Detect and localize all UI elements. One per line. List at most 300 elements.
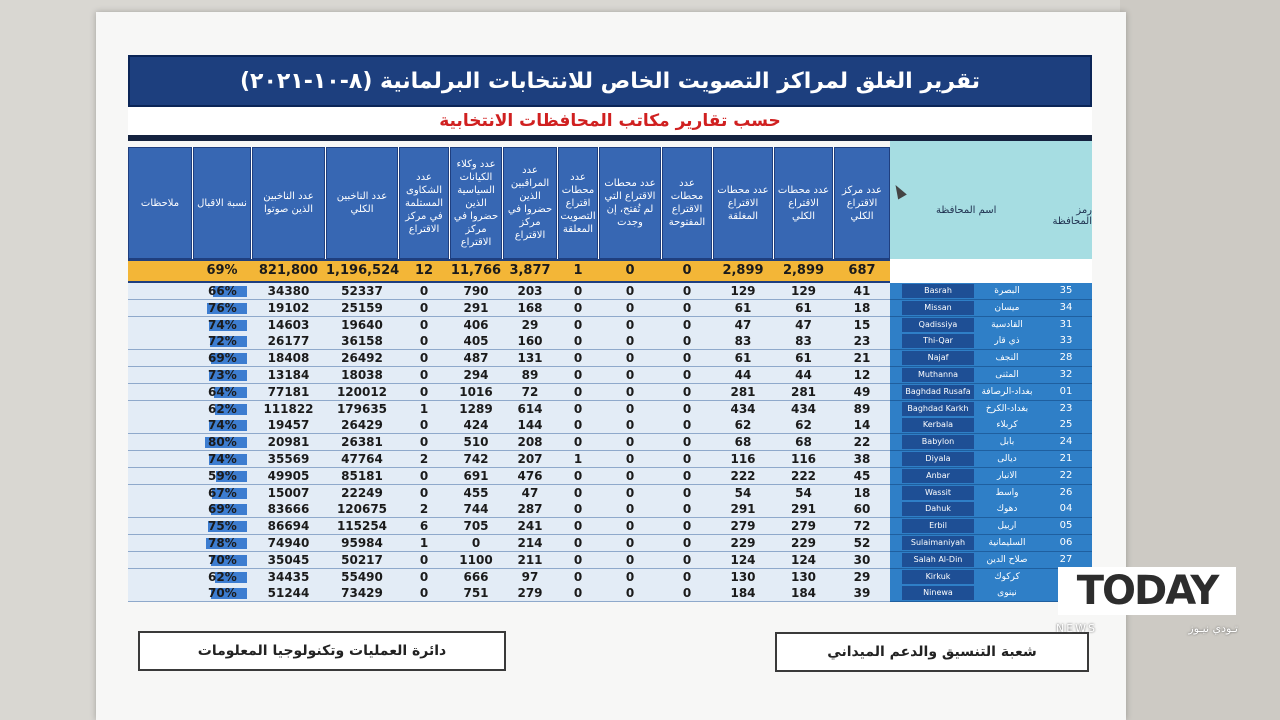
province-name-ar: كركوك bbox=[994, 571, 1020, 582]
cell-total-stations: 124 bbox=[790, 552, 817, 567]
cell-total-centers: 41 bbox=[853, 284, 871, 298]
cell-complaints: 0 bbox=[419, 300, 429, 315]
footer-coordination-division: شعبة التنسيق والدعم الميداني bbox=[775, 632, 1089, 672]
province-name-en: Kirkuk bbox=[902, 570, 974, 584]
table-row bbox=[128, 552, 1092, 569]
cell-total-centers: 45 bbox=[853, 468, 871, 483]
cell-total-centers: 29 bbox=[853, 569, 871, 584]
province-code: 06 bbox=[1059, 537, 1073, 548]
cell-total-centers: 21 bbox=[853, 351, 871, 366]
cell-complaints: 1 bbox=[419, 536, 429, 550]
cell-unopened-stations: 0 bbox=[625, 368, 635, 382]
cell-total-stations: 222 bbox=[790, 468, 817, 483]
turnout-value: 59% bbox=[208, 468, 237, 483]
cell-total-voters: 120012 bbox=[336, 384, 388, 399]
cell-complaints: 0 bbox=[419, 569, 429, 584]
cell-party-agents: 405 bbox=[463, 334, 489, 349]
header-closed-voting-stations: عدد محطات اقتراع التصويت المعلقة bbox=[558, 147, 598, 259]
cell-total-voters: 25159 bbox=[341, 300, 383, 315]
cell-unopened-stations: 0 bbox=[625, 401, 635, 416]
cell-observers: 614 bbox=[517, 401, 543, 416]
today-logo bbox=[1058, 567, 1236, 615]
cell-party-agents: 744 bbox=[463, 502, 489, 517]
cell-unopened-stations: 0 bbox=[625, 435, 635, 450]
cell-open-stations: 0 bbox=[682, 452, 692, 466]
cell-total-centers: 72 bbox=[853, 519, 871, 534]
cell-closed-stations: 184 bbox=[730, 586, 756, 601]
cell-total-stations: 184 bbox=[790, 586, 817, 601]
cell-closed-stations: 116 bbox=[730, 452, 756, 466]
cell-complaints: 0 bbox=[419, 552, 429, 567]
header-turnout: نسبة الاقبال bbox=[193, 147, 251, 259]
cell-voted: 18408 bbox=[267, 351, 310, 366]
cell-observers: 144 bbox=[517, 418, 543, 433]
cell-observers: 476 bbox=[517, 468, 543, 483]
province-name-ar: القادسية bbox=[991, 319, 1023, 330]
province-code: 21 bbox=[1059, 453, 1073, 464]
cell-observers: 72 bbox=[521, 384, 539, 399]
cell-complaints: 2 bbox=[419, 502, 429, 517]
cell-unopened-stations: 0 bbox=[625, 468, 635, 483]
cell-open-stations: 0 bbox=[682, 334, 692, 349]
total-open-stations: 0 bbox=[682, 263, 692, 278]
cell-party-agents: 666 bbox=[463, 569, 489, 584]
table-row bbox=[128, 367, 1092, 384]
cell-party-agents: 406 bbox=[463, 317, 489, 332]
cell-complaints: 0 bbox=[419, 586, 429, 601]
table-row bbox=[128, 333, 1092, 350]
turnout-value: 62% bbox=[208, 401, 237, 416]
report-title: تقرير الغلق لمراكز التصويت الخاص للانتخابات البرلمانية (٨-١٠-٢٠٢١) bbox=[128, 55, 1092, 107]
header-total-voters: عدد الناخبين الكلي bbox=[326, 147, 398, 259]
cell-open-stations: 0 bbox=[682, 284, 692, 298]
header-total-stations: عدد محطات الاقتراع الكلي bbox=[774, 147, 833, 259]
logo-text: TODAY bbox=[1076, 568, 1218, 614]
cell-total-voters: 52337 bbox=[341, 284, 383, 298]
table-row bbox=[128, 300, 1092, 317]
province-code: 23 bbox=[1059, 402, 1073, 414]
cell-total-voters: 55490 bbox=[341, 569, 383, 584]
table-row bbox=[128, 434, 1092, 451]
cell-unopened-stations: 0 bbox=[625, 569, 635, 584]
cell-unopened-stations: 0 bbox=[625, 452, 635, 466]
logo-news: NEWS bbox=[1056, 622, 1098, 635]
turnout-value: 67% bbox=[208, 485, 237, 500]
cell-total-stations: 83 bbox=[795, 334, 812, 349]
cell-complaints: 0 bbox=[419, 435, 429, 450]
cell-complaints: 0 bbox=[419, 334, 429, 349]
cell-open-stations: 0 bbox=[682, 502, 692, 517]
table-row bbox=[128, 569, 1092, 586]
cell-closed-stations: 279 bbox=[730, 519, 756, 534]
province-name-en: Sulaimaniyah bbox=[902, 536, 974, 550]
cell-party-agents: 0 bbox=[471, 536, 481, 550]
province-name-ar: المثنى bbox=[995, 370, 1019, 380]
cell-voted: 35045 bbox=[267, 552, 310, 567]
turnout-value: 78% bbox=[208, 536, 237, 550]
turnout-value: 75% bbox=[208, 519, 237, 534]
cell-total-stations: 44 bbox=[795, 368, 812, 382]
header-open-stations: عدد محطات الاقتراع المفتوحة bbox=[662, 147, 712, 259]
cell-voted: 34380 bbox=[267, 284, 310, 298]
cell-unopened-stations: 0 bbox=[625, 334, 635, 349]
cell-total-voters: 47764 bbox=[341, 452, 383, 466]
province-name-en: Dahuk bbox=[902, 502, 974, 516]
header-party-agents: عدد وكلاء الكيانات السياسية الذين حضروا في مركز الاقتراع bbox=[450, 147, 502, 259]
cell-total-stations: 62 bbox=[795, 418, 812, 433]
cell-complaints: 0 bbox=[419, 351, 429, 366]
report-table bbox=[128, 55, 1092, 601]
cell-total-centers: 22 bbox=[853, 435, 871, 450]
province-code: 24 bbox=[1059, 436, 1073, 448]
table-row bbox=[128, 401, 1092, 418]
cell-party-agents: 1289 bbox=[459, 401, 493, 416]
cell-voted: 86694 bbox=[267, 519, 310, 534]
cell-unopened-stations: 0 bbox=[625, 300, 635, 315]
cell-voted: 34435 bbox=[267, 569, 310, 584]
cell-total-voters: 26429 bbox=[341, 418, 383, 433]
cell-total-centers: 18 bbox=[853, 485, 871, 500]
province-name-ar: الانبار bbox=[997, 470, 1017, 481]
cell-closed-voting-stations: 1 bbox=[573, 452, 583, 466]
cell-open-stations: 0 bbox=[682, 401, 692, 416]
cell-closed-voting-stations: 0 bbox=[573, 384, 583, 399]
cell-voted: 111822 bbox=[263, 401, 314, 416]
cell-total-voters: 19640 bbox=[341, 317, 383, 332]
cell-total-stations: 130 bbox=[790, 569, 817, 584]
table-body bbox=[128, 283, 1092, 601]
total-unopened-stations: 0 bbox=[625, 263, 635, 278]
cell-complaints: 0 bbox=[419, 368, 429, 382]
cell-closed-stations: 229 bbox=[730, 536, 756, 550]
cell-closed-voting-stations: 0 bbox=[573, 300, 583, 315]
cell-complaints: 1 bbox=[419, 401, 429, 416]
province-name-en: Muthanna bbox=[902, 368, 974, 382]
cell-complaints: 0 bbox=[419, 284, 429, 298]
cell-party-agents: 455 bbox=[463, 485, 489, 500]
cell-unopened-stations: 0 bbox=[625, 502, 635, 517]
turnout-value: 74% bbox=[208, 452, 237, 466]
table-row bbox=[128, 317, 1092, 334]
turnout-value: 73% bbox=[208, 368, 237, 382]
cell-voted: 19457 bbox=[267, 418, 310, 433]
total-observers: 3,877 bbox=[509, 263, 551, 278]
province-name-en: Qadissiya bbox=[902, 318, 974, 332]
total-closed-voting-stations: 1 bbox=[573, 263, 583, 278]
cell-total-stations: 434 bbox=[790, 401, 817, 416]
cell-closed-voting-stations: 0 bbox=[573, 485, 583, 500]
cell-total-voters: 95984 bbox=[341, 536, 383, 550]
header-closed-stations: عدد محطات الاقتراع المغلقة bbox=[713, 147, 773, 259]
footer-it-department: دائرة العمليات وتكنولوجيا المعلومات bbox=[138, 631, 506, 671]
province-code: 27 bbox=[1059, 553, 1073, 565]
cell-closed-stations: 44 bbox=[734, 368, 752, 382]
province-name-en: Baghdad Rusafa bbox=[902, 385, 974, 399]
cell-observers: 89 bbox=[521, 368, 539, 382]
province-code: 26 bbox=[1059, 486, 1073, 498]
cell-closed-stations: 61 bbox=[734, 300, 752, 315]
cell-closed-stations: 130 bbox=[730, 569, 756, 584]
cell-voted: 14603 bbox=[267, 317, 310, 332]
cell-open-stations: 0 bbox=[682, 485, 692, 500]
cell-total-stations: 229 bbox=[790, 536, 817, 550]
total-centers: 687 bbox=[848, 263, 876, 278]
province-code: 31 bbox=[1059, 318, 1073, 330]
cell-total-stations: 281 bbox=[790, 384, 817, 399]
cell-closed-voting-stations: 0 bbox=[573, 502, 583, 517]
province-name-en: Missan bbox=[902, 301, 974, 315]
cell-observers: 279 bbox=[517, 586, 543, 601]
cell-total-stations: 129 bbox=[790, 284, 817, 298]
cell-open-stations: 0 bbox=[682, 317, 692, 332]
cell-observers: 241 bbox=[517, 519, 543, 534]
report-subtitle: حسب تقارير مكاتب المحافظات الانتخابية bbox=[128, 107, 1092, 141]
cell-total-stations: 68 bbox=[795, 435, 812, 450]
province-name-ar: واسط bbox=[995, 487, 1019, 498]
table-row bbox=[128, 501, 1092, 518]
cell-unopened-stations: 0 bbox=[625, 351, 635, 366]
cell-party-agents: 691 bbox=[463, 468, 489, 483]
province-name-en: Kerbala bbox=[902, 418, 974, 432]
province-name-ar: ديالى bbox=[997, 454, 1017, 464]
header-province-name: اسم المحافظة bbox=[936, 205, 997, 216]
province-name-ar: بغداد-الرصافة bbox=[981, 386, 1033, 397]
cell-party-agents: 790 bbox=[463, 284, 489, 298]
table-row bbox=[128, 350, 1092, 367]
cell-unopened-stations: 0 bbox=[625, 536, 635, 550]
total-turnout: 69% bbox=[206, 263, 238, 278]
cell-unopened-stations: 0 bbox=[625, 284, 635, 298]
turnout-value: 62% bbox=[208, 569, 237, 584]
cell-complaints: 0 bbox=[419, 384, 429, 399]
cell-open-stations: 0 bbox=[682, 418, 692, 433]
cell-total-voters: 22249 bbox=[341, 485, 383, 500]
cell-voted: 51244 bbox=[267, 586, 310, 601]
province-name-en: Wassit bbox=[902, 486, 974, 500]
cell-total-centers: 14 bbox=[853, 418, 871, 433]
cell-total-voters: 179635 bbox=[336, 401, 388, 416]
cell-closed-stations: 281 bbox=[730, 384, 756, 399]
province-name-en: Ninewa bbox=[902, 586, 974, 600]
province-name-en: Thi-Qar bbox=[902, 334, 974, 348]
cell-closed-voting-stations: 0 bbox=[573, 418, 583, 433]
cell-total-centers: 15 bbox=[853, 317, 871, 332]
cell-voted: 83666 bbox=[267, 502, 310, 517]
cell-total-voters: 18038 bbox=[341, 368, 383, 382]
province-name-ar: ذي قار bbox=[994, 336, 1020, 347]
province-code: 34 bbox=[1059, 301, 1073, 313]
header-observers: عدد المراقبين الذين حضروا في مركز الاقتراع bbox=[503, 147, 557, 259]
cell-total-voters: 73429 bbox=[341, 586, 383, 601]
cell-complaints: 0 bbox=[419, 468, 429, 483]
cell-closed-voting-stations: 0 bbox=[573, 519, 583, 534]
cell-total-voters: 26381 bbox=[341, 435, 383, 450]
turnout-value: 66% bbox=[208, 284, 237, 298]
province-name-en: Anbar bbox=[902, 469, 974, 483]
cell-open-stations: 0 bbox=[682, 435, 692, 450]
province-header bbox=[890, 141, 1092, 259]
cell-total-centers: 60 bbox=[853, 502, 871, 517]
total-party-agents: 11,766 bbox=[450, 263, 502, 278]
cell-closed-stations: 129 bbox=[730, 284, 756, 298]
cell-closed-stations: 61 bbox=[734, 351, 752, 366]
cell-observers: 168 bbox=[517, 300, 543, 315]
total-complaints: 12 bbox=[414, 263, 434, 278]
cell-unopened-stations: 0 bbox=[625, 485, 635, 500]
cell-complaints: 6 bbox=[419, 519, 429, 534]
province-name-en: Basrah bbox=[902, 284, 974, 298]
cell-voted: 13184 bbox=[267, 368, 310, 382]
cell-observers: 203 bbox=[517, 284, 543, 298]
cell-party-agents: 1016 bbox=[459, 384, 493, 399]
turnout-value: 70% bbox=[208, 586, 237, 601]
cell-total-stations: 54 bbox=[795, 485, 812, 500]
cell-complaints: 0 bbox=[419, 485, 429, 500]
cell-observers: 208 bbox=[517, 435, 543, 450]
cell-closed-stations: 222 bbox=[730, 468, 756, 483]
cell-closed-stations: 68 bbox=[734, 435, 752, 450]
turnout-value: 69% bbox=[208, 351, 237, 366]
province-name-en: Diyala bbox=[902, 452, 974, 466]
cell-total-centers: 18 bbox=[853, 300, 871, 315]
cell-voted: 74940 bbox=[267, 536, 310, 550]
cell-open-stations: 0 bbox=[682, 569, 692, 584]
province-code: 25 bbox=[1059, 419, 1073, 431]
cell-closed-stations: 62 bbox=[734, 418, 752, 433]
cell-voted: 35569 bbox=[267, 452, 310, 466]
province-name-en: Najaf bbox=[902, 351, 974, 365]
province-name-en: Baghdad Karkh bbox=[902, 402, 974, 416]
cell-observers: 47 bbox=[521, 485, 539, 500]
cell-observers: 131 bbox=[517, 351, 543, 366]
table-row bbox=[128, 518, 1092, 535]
cell-closed-stations: 54 bbox=[734, 485, 752, 500]
cell-voted: 26177 bbox=[267, 334, 310, 349]
cell-complaints: 0 bbox=[419, 418, 429, 433]
cell-observers: 97 bbox=[521, 569, 539, 584]
cell-closed-voting-stations: 0 bbox=[573, 586, 583, 601]
cell-voted: 15007 bbox=[267, 485, 310, 500]
cell-closed-voting-stations: 0 bbox=[573, 368, 583, 382]
cell-observers: 29 bbox=[521, 317, 539, 332]
cell-total-voters: 115254 bbox=[336, 519, 388, 534]
total-stations: 2,899 bbox=[782, 263, 825, 278]
cell-closed-voting-stations: 0 bbox=[573, 435, 583, 450]
province-name-en: Babylon bbox=[902, 435, 974, 449]
cell-total-stations: 279 bbox=[790, 519, 817, 534]
cell-total-voters: 85181 bbox=[341, 468, 383, 483]
turnout-value: 69% bbox=[208, 502, 237, 517]
cell-total-voters: 50217 bbox=[341, 552, 383, 567]
cell-open-stations: 0 bbox=[682, 300, 692, 315]
cell-closed-voting-stations: 0 bbox=[573, 284, 583, 298]
cell-open-stations: 0 bbox=[682, 552, 692, 567]
cell-closed-voting-stations: 0 bbox=[573, 317, 583, 332]
cell-voted: 49905 bbox=[267, 468, 310, 483]
cell-closed-voting-stations: 0 bbox=[573, 351, 583, 366]
header-unopened-stations: عدد محطات الاقتراع التي لم تُفتح، إن وجدت bbox=[599, 147, 661, 259]
cell-total-centers: 89 bbox=[853, 401, 871, 416]
cell-voted: 19102 bbox=[267, 300, 310, 315]
table-row bbox=[128, 535, 1092, 552]
cell-open-stations: 0 bbox=[682, 519, 692, 534]
cell-closed-voting-stations: 0 bbox=[573, 536, 583, 550]
table-row bbox=[128, 451, 1092, 468]
cell-closed-stations: 124 bbox=[730, 552, 756, 567]
cell-total-stations: 47 bbox=[795, 317, 812, 332]
cell-open-stations: 0 bbox=[682, 536, 692, 550]
total-voters: 1,196,524 bbox=[326, 263, 400, 278]
cell-party-agents: 487 bbox=[463, 351, 489, 366]
cell-open-stations: 0 bbox=[682, 351, 692, 366]
province-code: 22 bbox=[1059, 469, 1073, 481]
total-closed-stations: 2,899 bbox=[722, 263, 764, 278]
cell-party-agents: 510 bbox=[463, 435, 489, 450]
province-name-ar: السليمانية bbox=[988, 538, 1026, 548]
cell-unopened-stations: 0 bbox=[625, 418, 635, 433]
province-name-ar: نينوى bbox=[997, 588, 1017, 599]
cell-voted: 20981 bbox=[267, 435, 310, 450]
header-total-centers: عدد مركز الاقتراع الكلي bbox=[834, 147, 890, 259]
province-code: 35 bbox=[1059, 285, 1073, 296]
cell-open-stations: 0 bbox=[682, 586, 692, 601]
turnout-value: 80% bbox=[208, 435, 237, 450]
province-name-ar: كربلاء bbox=[996, 420, 1018, 431]
table-row bbox=[128, 417, 1092, 434]
cell-total-centers: 39 bbox=[853, 586, 871, 601]
province-name-ar: بابل bbox=[999, 437, 1015, 448]
province-name-ar: صلاح الدين bbox=[986, 554, 1028, 565]
province-gap bbox=[890, 259, 1092, 283]
cell-total-centers: 49 bbox=[853, 384, 871, 399]
province-code: 05 bbox=[1059, 520, 1073, 532]
cell-observers: 160 bbox=[517, 334, 543, 349]
header-notes: ملاحظات bbox=[128, 147, 192, 259]
logo-subtitle bbox=[1056, 622, 1238, 638]
cell-total-centers: 30 bbox=[853, 552, 871, 567]
cell-observers: 207 bbox=[517, 452, 543, 466]
turnout-value: 74% bbox=[208, 317, 237, 332]
cell-party-agents: 291 bbox=[463, 300, 489, 315]
header-voted: عدد الناخبين الذين صوتوا bbox=[252, 147, 325, 259]
turnout-value: 76% bbox=[208, 300, 237, 315]
province-code: 32 bbox=[1059, 369, 1073, 380]
cell-closed-stations: 291 bbox=[730, 502, 756, 517]
province-name-ar: ميسان bbox=[994, 302, 1020, 313]
cell-party-agents: 294 bbox=[463, 368, 489, 382]
cell-total-stations: 61 bbox=[795, 300, 812, 315]
cell-party-agents: 705 bbox=[463, 519, 489, 534]
cell-total-centers: 23 bbox=[853, 334, 871, 349]
cell-closed-voting-stations: 0 bbox=[573, 334, 583, 349]
table-row bbox=[128, 585, 1092, 602]
table-row bbox=[128, 485, 1092, 502]
cell-voted: 77181 bbox=[267, 384, 310, 399]
cell-complaints: 0 bbox=[419, 317, 429, 332]
totals-row bbox=[128, 259, 890, 283]
cell-open-stations: 0 bbox=[682, 384, 692, 399]
cell-total-centers: 12 bbox=[853, 368, 871, 382]
province-name-en: Erbil bbox=[902, 519, 974, 533]
cell-party-agents: 424 bbox=[463, 418, 489, 433]
header-province-code: رمز المحافظة bbox=[1052, 205, 1092, 227]
cell-party-agents: 742 bbox=[463, 452, 489, 466]
province-name-ar: النجف bbox=[995, 353, 1019, 364]
cell-unopened-stations: 0 bbox=[625, 384, 635, 399]
province-name-ar: دهوك bbox=[996, 504, 1018, 515]
cell-closed-voting-stations: 0 bbox=[573, 552, 583, 567]
province-name-ar: اربيل bbox=[997, 521, 1017, 532]
